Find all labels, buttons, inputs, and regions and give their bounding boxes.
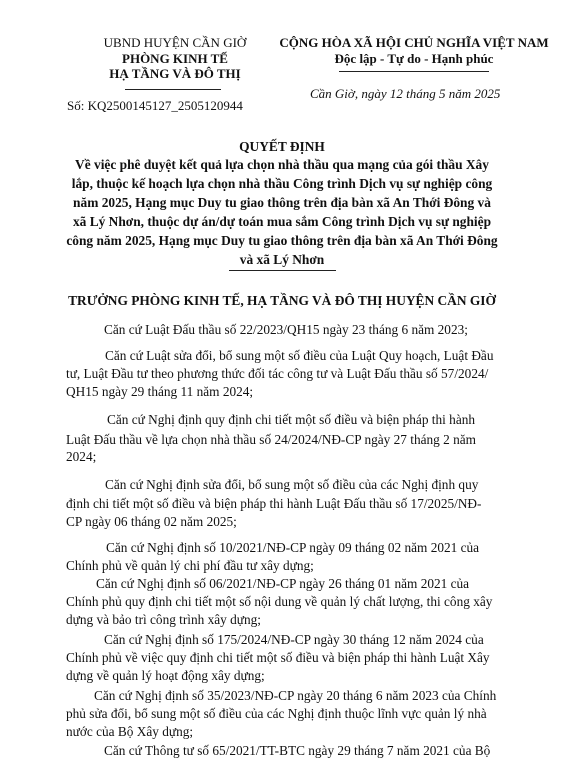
legal-basis-5-line1: Căn cứ Nghị định số 10/2021/NĐ-CP ngày 09 tháng 02 năm 2021 của bbox=[106, 540, 480, 555]
subject-line: và xã Lý Nhơn bbox=[239, 252, 325, 267]
document-number: Số: KQ2500145127_2505120944 bbox=[67, 98, 243, 113]
legal-basis-4-line3: CP ngày 06 tháng 02 năm 2025; bbox=[66, 514, 237, 529]
place-date: Cần Giờ, ngày 12 tháng 5 năm 2025 bbox=[310, 86, 501, 101]
legal-basis-3-line1: Căn cứ Nghị định quy định chi tiết một số điều và biện pháp thi hành bbox=[107, 412, 476, 427]
subject-line: Về việc phê duyệt kết quả lựa chọn nhà thầu qua mạng của gói thầu Xây bbox=[75, 157, 489, 172]
subject-line: năm 2025, Hạng mục Duy tu giao thông trên địa bàn xã An Thới Đông và bbox=[73, 195, 491, 210]
legal-basis-7-line1: Căn cứ Nghị định số 175/2024/NĐ-CP ngày 30 tháng 12 năm 2024 của bbox=[104, 632, 484, 647]
decision-subject bbox=[30, 155, 534, 269]
legal-basis-8-line1: Căn cứ Nghị định số 35/2023/NĐ-CP ngày 20 tháng 6 năm 2023 của Chính bbox=[94, 688, 497, 703]
agency-line-3: HẠ TẦNG VÀ ĐÔ THỊ bbox=[109, 66, 241, 81]
legal-basis-1: Căn cứ Luật Đấu thầu số 22/2023/QH15 ngày 23 tháng 6 năm 2023; bbox=[104, 322, 468, 337]
subject-line: lắp, thuộc kế hoạch lựa chọn nhà thầu Công trình Dịch vụ sự nghiệp công bbox=[71, 176, 493, 191]
agency-line-1: UBND HUYỆN CẦN GIỜ bbox=[103, 35, 247, 50]
subject-line: xã Lý Nhơn, thuộc dự án/dự toán mua sắm Công trình Dịch vụ sự nghiệp bbox=[72, 214, 492, 229]
legal-basis-2-line1: Căn cứ Luật sửa đổi, bổ sung một số điều của Luật Quy hoạch, Luật Đầu bbox=[105, 348, 494, 363]
legal-basis-6-line2: Chính phủ quy định chi tiết một số nội dung về quản lý chất lượng, thi công xây bbox=[66, 594, 493, 609]
legal-basis-3-line3: 2024; bbox=[66, 449, 97, 464]
legal-basis-5-line2: Chính phủ về quản lý chi phí đầu tư xây dựng; bbox=[66, 558, 314, 573]
legal-basis-6-line1: Căn cứ Nghị định số 06/2021/NĐ-CP ngày 26 tháng 01 năm 2021 của bbox=[96, 576, 470, 591]
agency-name bbox=[70, 35, 280, 82]
subject-underline bbox=[229, 270, 336, 271]
decision-heading: QUYẾT ĐỊNH bbox=[239, 139, 325, 154]
agency-underline bbox=[125, 89, 221, 90]
national-title: CỘNG HÒA XÃ HỘI CHỦ NGHĨA VIỆT NAM bbox=[279, 35, 549, 50]
legal-basis-7-line3: dựng về quản lý hoạt động xây dựng; bbox=[66, 668, 265, 683]
legal-basis-4-line2: định chi tiết một số điều và biện pháp thi hành Luật Đấu thầu số 17/2025/NĐ- bbox=[66, 496, 482, 511]
issuing-authority: TRƯỞNG PHÒNG KINH TẾ, HẠ TẦNG VÀ ĐÔ THỊ HUYỆN CẦN GIỜ bbox=[68, 293, 496, 308]
legal-basis-3-line2: Luật Đấu thầu về lựa chọn nhà thầu số 24/2024/NĐ-CP ngày 27 tháng 2 năm bbox=[66, 432, 476, 447]
legal-basis-2-line2: tư, Luật Đầu tư theo phương thức đối tác công tư và Luật Đấu thầu số 57/2024/ bbox=[66, 366, 489, 381]
subject-line: công năm 2025, Hạng mục Duy tu giao thông trên địa bàn xã An Thới Đông bbox=[66, 233, 498, 248]
motto-underline bbox=[339, 71, 489, 72]
legal-basis-7-line2: Chính phủ về việc quy định chi tiết một số điều và biện pháp thi hành Luật Xây bbox=[66, 650, 490, 665]
legal-basis-2-line3: QH15 ngày 29 tháng 11 năm 2024; bbox=[66, 384, 254, 399]
motto: Độc lập - Tự do - Hạnh phúc bbox=[334, 51, 494, 66]
legal-basis-8-line2: phủ sửa đổi, bổ sung một số điều của các Nghị định thuộc lĩnh vực quản lý nhà bbox=[66, 706, 487, 721]
legal-basis-6-line3: dựng và bảo trì công trình xây dựng; bbox=[66, 612, 261, 627]
legal-basis-9-line1: Căn cứ Thông tư số 65/2021/TT-BTC ngày 29 tháng 7 năm 2021 của Bộ bbox=[104, 743, 491, 758]
legal-basis-8-line3: nước của Bộ Xây dựng; bbox=[66, 724, 194, 739]
agency-line-2: PHÒNG KINH TẾ bbox=[122, 50, 228, 66]
legal-basis-4-line1: Căn cứ Nghị định sửa đổi, bổ sung một số điều của các Nghị định quy bbox=[105, 477, 479, 492]
